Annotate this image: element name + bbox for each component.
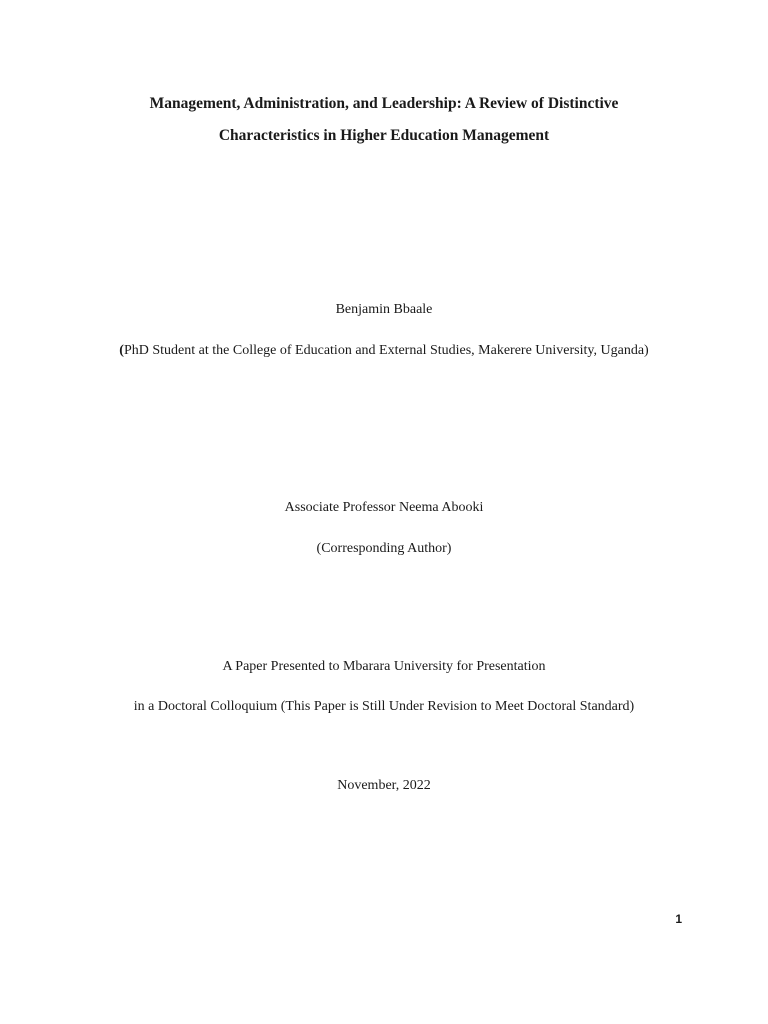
title-line-1: Management, Administration, and Leadership: A Review of Distinctive [149, 95, 619, 112]
presentation-line-2: in a Doctoral Colloquium (This Paper is Still Under Revision to Meet Doctoral Standard) [133, 699, 635, 714]
presentation-date: November, 2022 [337, 778, 431, 793]
page-number: 1 [675, 912, 682, 926]
author-1-affiliation [0, 342, 768, 360]
presentation-line-1: A Paper Presented to Mbarara University for Presentation [222, 659, 546, 674]
author-2-name: Associate Professor Neema Abooki [284, 500, 484, 515]
author-1-name: Benjamin Bbaale [335, 302, 433, 317]
affiliation-open-paren: ( [119, 343, 124, 358]
title-line-2: Characteristics in Higher Education Management [218, 127, 550, 144]
author-2-role: (Corresponding Author) [316, 541, 452, 556]
affiliation-text: PhD Student at the College of Education and External Studies, Makerere University, Uganda) [123, 343, 649, 358]
